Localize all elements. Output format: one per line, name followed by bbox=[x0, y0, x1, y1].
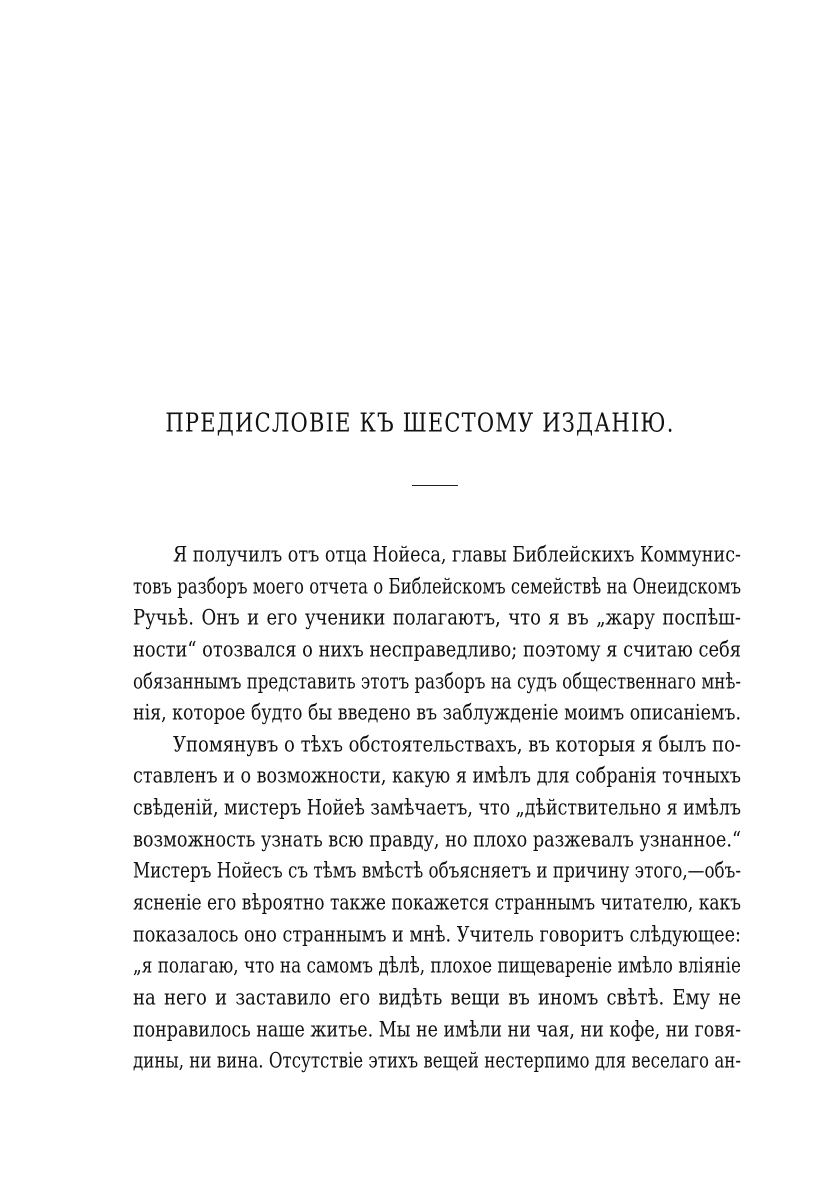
text-line: Упомянувъ о тѣхъ обстоятельствахъ, въ которыя я былъ по- bbox=[173, 732, 741, 758]
text-line: ясненіе его вѣроятно также покажется страннымъ читателю, какъ bbox=[133, 890, 741, 916]
page-title: ПРЕДИСЛОВІЕ КЪ ШЕСТОМУ ИЗДАНІЮ. bbox=[165, 407, 675, 438]
text-line: на него и заставило его видѣть вещи въ иномъ свѣтѣ. Ему не bbox=[133, 985, 741, 1011]
title-divider bbox=[412, 485, 458, 486]
text-line: Ручьѣ. Онъ и его ученики полагаютъ, что я въ „жару поспѣш- bbox=[133, 605, 741, 631]
text-line: Мистеръ Нойесъ съ тѣмъ вмѣстѣ объясняетъ и причину этого,—объ- bbox=[133, 858, 741, 884]
text-line: свѣденій, мистеръ Нойеѣ замѣчаетъ, что „дѣйствительно я имѣлъ bbox=[133, 795, 741, 821]
text-line: ставленъ и о возможности, какую я имѣлъ для собранія точныхъ bbox=[133, 763, 741, 789]
text-line: „я полагаю, что на самомъ дѣлѣ, плохое пищевареніе имѣло вліяніе bbox=[133, 953, 741, 979]
text-line: показалось оно страннымъ и мнѣ. Учитель говоритъ слѣдующее: bbox=[133, 922, 741, 947]
text-line: дины, ни вина. Отсутствіе этихъ вещей нестерпимо для веселаго ан- bbox=[133, 1048, 741, 1074]
text-line: товъ разборъ моего отчета о Библейскомъ семействѣ на Онеидскомъ bbox=[133, 574, 741, 599]
body-text bbox=[133, 540, 741, 1078]
text-line: обязаннымъ представить этотъ разборъ на судъ общественнаго мнѣ- bbox=[133, 669, 741, 694]
text-line: Я получилъ отъ отца Нойеса, главы Библейскихъ Коммунис- bbox=[173, 542, 741, 568]
text-line: ности“ отозвался о нихъ несправедливо; поэтому я считаю себя bbox=[133, 637, 741, 663]
text-line: нія, которое будто бы введено въ заблужденіе моимъ описаніемъ. bbox=[133, 700, 741, 726]
text-line: возможность узнать всю правду, но плохо разжевалъ узнанное.“ bbox=[133, 827, 741, 853]
paragraph-2 bbox=[133, 730, 741, 1078]
text-line: понравилось наше житье. Мы не имѣли ни чая, ни кофе, ни говя- bbox=[133, 1017, 741, 1042]
paragraph-1 bbox=[133, 540, 741, 730]
